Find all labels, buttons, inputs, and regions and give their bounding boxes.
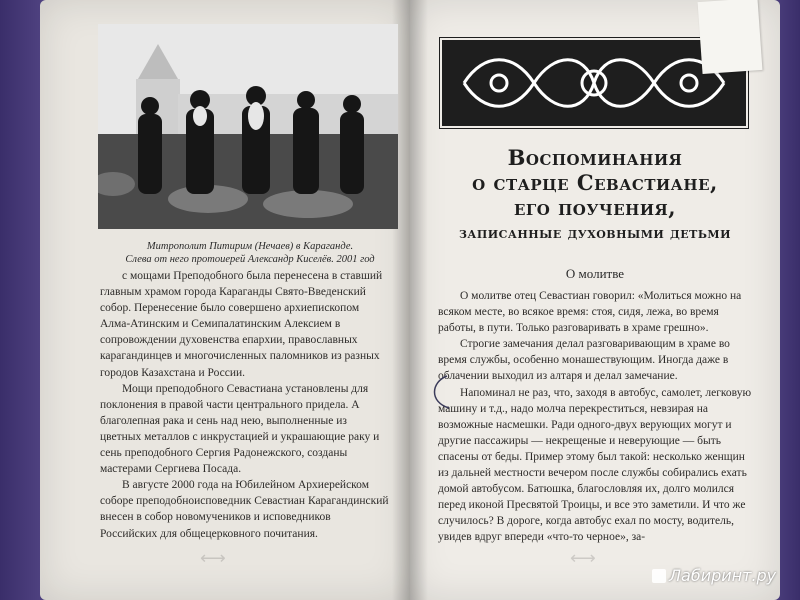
paragraph: Строгие замечания делал разговаривающим в храме во время службы, особенно монашествующим. Иногда даже в облачении выходил из алтаря и делал замечание. (438, 338, 730, 383)
photo-caption (110, 240, 390, 266)
paper-bookmark (698, 0, 763, 74)
page-decoration-icon: ⟷ (200, 548, 226, 568)
title-line-1: Воспоминания (507, 145, 683, 170)
caption-line-2: Слева от него протоиерей Александр Киселёв. 2001 год (125, 254, 375, 266)
page-decoration-icon: ⟷ (570, 548, 596, 568)
paragraph: Мощи преподобного Севастиана установлены для поклонения в правой части центрального придела. А благолепная рака и сень над нею, выполненные из цветных металлов с инкрустацией и украшающие раку и сень преподобного Сергия Радонежского, созданы мастерами Сергиева Посада. (100, 382, 380, 476)
section-heading: О молитве (565, 266, 625, 281)
caption-line-1: Митрополит Питирим (Нечаев) в Караганде. (146, 241, 354, 252)
clergy-group-image (98, 24, 398, 229)
chapter-title (440, 145, 750, 242)
paragraph: В августе 2000 года на Юбилейном Архиерейском соборе преподобноисповедник Севастиан Карагандинский внесен в собор новомучеников и исповедников Российских для общецерковного почитания. (100, 479, 389, 540)
watermark (652, 566, 776, 585)
celtic-knot-ornament-icon (444, 42, 744, 124)
watermark-text: Лабиринт.ру (669, 566, 777, 585)
watermark-logo-icon (652, 569, 666, 583)
title-line-2: о старце Севастиане, (472, 170, 718, 196)
paragraph: с мощами Преподобного была перенесена в ставший главным храмом города Караганды Свято-Введенский собор. Перенесение было совершено архиепископом Алма-Атинским и Семипалатинским Алексием в сопровождении духовенства епархии, православных карагандинцев и многочисленных паломников из разных городов Казахстана и России. (100, 270, 383, 379)
paragraph: Напоминал не раз, что, заходя в автобус, самолет, легковую машину и т.д., надо молча перекреститься, невзирая на возможные насмешки. Ради одного-двух верующих могут и другие пассажиры — некрещеные и неверующие — быть спасены от беды. Пример этому был такой: несколько женщин из дальней местности вечером после службы собирались ехать домой автобусом. Батюшка, благословляя их, долго молился перед иконой Пресвятой Троицы, и все это заметили. И что же случилось? В дороге, когда автобус ехал по мосту, водитель, увидев вдруг впереди «что-то черное», за- (438, 386, 752, 544)
paragraph: О молитве отец Севастиан говорил: «Молиться можно на всяком месте, во всякое время: стоя, сидя, лежа, во время работы, в пути. Только разговаривать в храме грешно». (438, 290, 742, 335)
title-line-4: записанные духовными детьми (458, 223, 732, 242)
pen-annotation-mark (425, 372, 455, 412)
monastery-photo (98, 24, 398, 229)
right-page-body (438, 288, 756, 546)
title-line-3: его поучения, (513, 195, 677, 221)
left-page-body (100, 268, 390, 542)
